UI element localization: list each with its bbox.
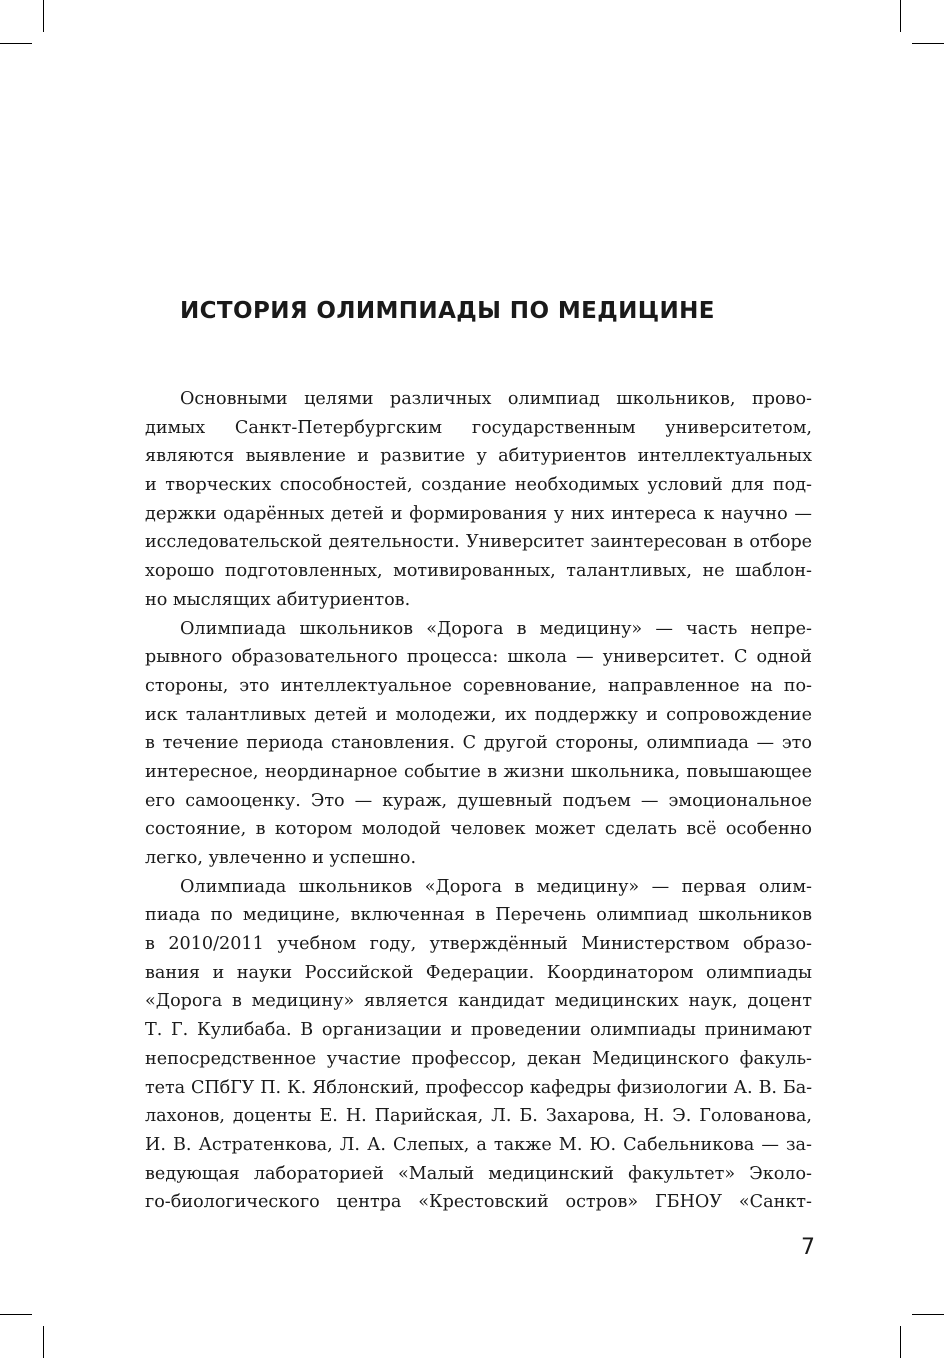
- text-line: «Дорога в медицину» является кандидат медицинских наук, доцент: [145, 991, 812, 1012]
- text-line: являются выявление и развитие у абитуриентов интеллектуальных: [145, 446, 812, 467]
- text-line: пиада по медицине, включенная в Перечень олимпиад школьников: [145, 905, 812, 926]
- crop-mark-bottom-left-horizontal: [0, 1314, 32, 1315]
- page-number: 7: [801, 1235, 815, 1260]
- crop-mark-top-left-vertical: [43, 0, 44, 32]
- text-line: Олимпиада школьников «Дорога в медицину» — первая олим-: [180, 876, 812, 897]
- text-line: и творческих способностей, создание необходимых условий для под-: [145, 475, 812, 496]
- paragraph-first-olympiad: [145, 873, 812, 1217]
- text-line: Т. Г. Кулибаба. В организации и проведении олимпиады принимают: [145, 1020, 812, 1041]
- crop-mark-top-right-vertical: [900, 0, 901, 32]
- text-line: интересное, неординарное событие в жизни школьника, повышающее: [145, 761, 812, 782]
- text-line: И. В. Астратенкова, Л. А. Слепых, а также М. Ю. Сабельникова — за-: [145, 1134, 812, 1155]
- text-line: димых Санкт-Петербургским государственным университетом,: [145, 417, 812, 438]
- text-line: его самооценку. Это — кураж, душевный подъем — эмоциональное: [145, 790, 812, 811]
- crop-mark-bottom-right-horizontal: [912, 1314, 944, 1315]
- text-line: состояние, в котором молодой человек может сделать всё особенно: [145, 819, 812, 840]
- text-line: вания и науки Российской Федерации. Координатором олимпиады: [145, 962, 812, 983]
- text-line: исследовательской деятельности. Университет заинтересован в отборе: [145, 532, 812, 553]
- chapter-heading: ИСТОРИЯ ОЛИМПИАДЫ ПО МЕДИЦИНЕ: [180, 298, 715, 324]
- crop-mark-top-right-horizontal: [912, 43, 944, 44]
- text-line: Основными целями различных олимпиад школьников, прово-: [180, 389, 812, 409]
- paragraph-olympiad-process: [145, 615, 812, 873]
- text-line: но мыслящих абитуриентов.: [145, 589, 411, 610]
- body-text: [145, 385, 812, 1217]
- crop-mark-top-left-horizontal: [0, 43, 32, 44]
- text-line: го-биологического центра «Крестовский остров» ГБНОУ «Санкт-: [145, 1192, 812, 1213]
- text-line: иск талантливых детей и молодежи, их поддержку и сопровождение: [145, 704, 812, 725]
- text-line: лахонов, доценты Е. Н. Парийская, Л. Б. Захарова, Н. Э. Голованова,: [145, 1106, 812, 1127]
- text-line: непосредственное участие профессор, декан Медицинского факуль-: [145, 1048, 812, 1069]
- crop-mark-bottom-left-vertical: [43, 1326, 44, 1358]
- text-line: хорошо подготовленных, мотивированных, талантливых, не шаблон-: [145, 561, 812, 582]
- text-line: в 2010/2011 учебном году, утверждённый Министерством образо-: [145, 934, 812, 955]
- crop-mark-bottom-right-vertical: [900, 1326, 901, 1358]
- text-line: тета СПбГУ П. К. Яблонский, профессор кафедры физиологии А. В. Ба-: [145, 1077, 812, 1098]
- text-line: ведующая лабораторией «Малый медицинский факультет» Эколо-: [145, 1163, 812, 1184]
- text-line: в течение периода становления. С другой стороны, олимпиада — это: [145, 733, 812, 754]
- paragraph-goals: [145, 385, 812, 615]
- text-line: держки одарённых детей и формирования у них интереса к научно —: [145, 503, 812, 524]
- text-line: рывного образовательного процесса: школа — университет. С одной: [145, 647, 812, 668]
- text-line: легко, увлеченно и успешно.: [145, 848, 417, 868]
- text-line: Олимпиада школьников «Дорога в медицину» — часть непре-: [180, 618, 812, 639]
- text-line: стороны, это интеллектуальное соревнование, направленное на по-: [145, 675, 812, 696]
